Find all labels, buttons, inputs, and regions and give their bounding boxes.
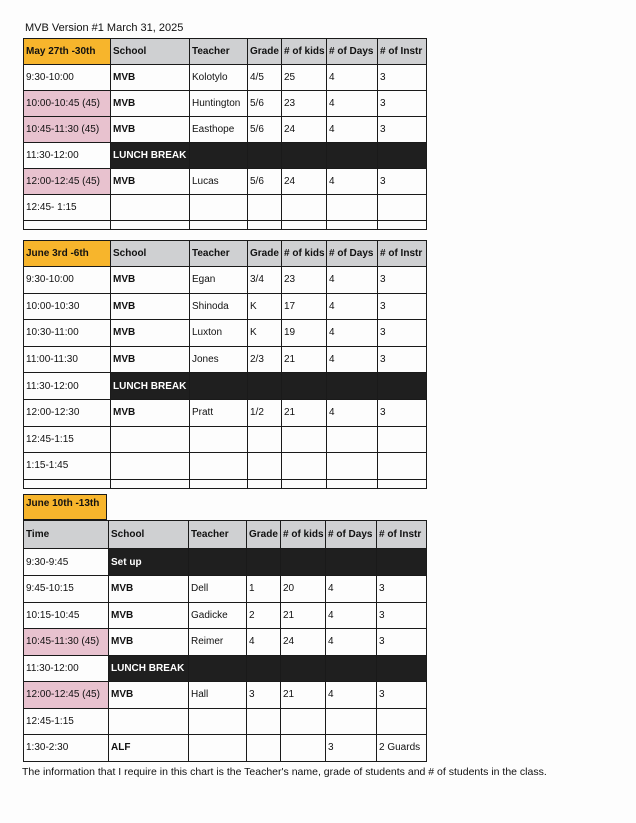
school-cell: MVB (109, 576, 189, 603)
grade-cell: K (248, 293, 282, 320)
column-header-grade: Grade (248, 241, 282, 267)
time-cell: 11:30-12:00 (24, 655, 109, 682)
kids-cell: 17 (282, 293, 327, 320)
lunch-break-row (24, 373, 427, 400)
time-cell: 11:00-11:30 (24, 346, 111, 373)
school-cell: MVB (111, 65, 190, 91)
instructors-cell: 3 (378, 91, 427, 117)
time-cell: 10:45-11:30 (45) (24, 629, 109, 656)
lunch-break-label: LUNCH BREAK (111, 373, 190, 400)
column-header-school: School (109, 521, 189, 549)
column-header-time: Time (24, 521, 109, 549)
school-cell (111, 195, 190, 221)
kids-cell: 24 (282, 117, 327, 143)
time-cell: 12:45-1:15 (24, 426, 111, 453)
spacer-row (24, 221, 427, 230)
footnote: The information that I require in this chart is the Teacher's name, grade of students and # of students in the class. (22, 766, 547, 778)
column-header-kids: # of kids (281, 521, 326, 549)
blackout-cell (326, 655, 377, 682)
instructors-cell: 3 (378, 399, 427, 426)
blackout-cell (378, 143, 427, 169)
spacer-cell (248, 479, 282, 488)
instructors-cell: 3 (378, 169, 427, 195)
grade-cell (248, 195, 282, 221)
table-row (24, 117, 427, 143)
blackout-cell (281, 549, 326, 576)
kids-cell: 24 (282, 169, 327, 195)
column-header-days: # of Days (327, 241, 378, 267)
setup-row (24, 549, 427, 576)
school-cell: MVB (111, 320, 190, 347)
grade-cell: 2 (247, 602, 281, 629)
spacer-row (24, 479, 427, 488)
spacer-cell (111, 221, 190, 230)
days-cell (327, 453, 378, 480)
table-header (24, 241, 427, 267)
days-cell: 3 (326, 735, 377, 762)
instructors-cell: 3 (377, 576, 427, 603)
teacher-cell: Jones (190, 346, 248, 373)
table-row (24, 320, 427, 347)
kids-cell: 21 (282, 346, 327, 373)
school-cell: MVB (109, 682, 189, 709)
table-row (24, 195, 427, 221)
blackout-cell (190, 143, 248, 169)
grade-cell (248, 426, 282, 453)
spacer-cell (190, 221, 248, 230)
school-cell: MVB (111, 346, 190, 373)
teacher-cell (189, 708, 247, 735)
school-cell: MVB (111, 293, 190, 320)
table-row (24, 65, 427, 91)
blackout-cell (247, 655, 281, 682)
days-cell: 4 (327, 320, 378, 347)
time-cell: 9:30-10:00 (24, 65, 111, 91)
school-cell: MVB (109, 602, 189, 629)
spacer-cell (378, 221, 427, 230)
blackout-cell (282, 143, 327, 169)
school-cell (109, 708, 189, 735)
kids-cell: 21 (282, 399, 327, 426)
column-header-days: # of Days (326, 521, 377, 549)
instructors-cell: 3 (378, 267, 427, 294)
grade-cell: 3 (247, 682, 281, 709)
kids-cell: 23 (282, 267, 327, 294)
column-header-instructors: # of Instr (378, 39, 427, 65)
blackout-cell (377, 655, 427, 682)
time-cell: 10:00-10:45 (45) (24, 91, 111, 117)
setup-label: Set up (109, 549, 189, 576)
time-cell: 9:30-9:45 (24, 549, 109, 576)
instructors-cell: 3 (378, 293, 427, 320)
column-header-school: School (111, 39, 190, 65)
teacher-cell: Dell (189, 576, 247, 603)
blackout-cell (327, 143, 378, 169)
blackout-cell (327, 373, 378, 400)
instructors-cell: 3 (378, 117, 427, 143)
blackout-cell (248, 373, 282, 400)
column-header-teacher: Teacher (190, 241, 248, 267)
grade-cell: 5/6 (248, 169, 282, 195)
days-cell: 4 (326, 682, 377, 709)
time-cell: 12:45- 1:15 (24, 195, 111, 221)
teacher-cell (190, 426, 248, 453)
school-cell (111, 426, 190, 453)
days-cell: 4 (326, 576, 377, 603)
kids-cell: 21 (281, 682, 326, 709)
table-row (24, 576, 427, 603)
time-cell: 11:30-12:00 (24, 143, 111, 169)
kids-cell (281, 735, 326, 762)
spacer-cell (282, 479, 327, 488)
week-date-range: May 27th -30th (24, 39, 111, 65)
table-row (24, 629, 427, 656)
lunch-break-row (24, 143, 427, 169)
column-header-teacher: Teacher (189, 521, 247, 549)
grade-cell: 3/4 (248, 267, 282, 294)
instructors-cell (378, 195, 427, 221)
school-cell: MVB (111, 169, 190, 195)
days-cell: 4 (327, 293, 378, 320)
time-cell: 10:45-11:30 (45) (24, 117, 111, 143)
kids-cell: 20 (281, 576, 326, 603)
days-cell: 4 (326, 602, 377, 629)
column-header-kids: # of kids (282, 241, 327, 267)
kids-cell (282, 426, 327, 453)
column-header-grade: Grade (247, 521, 281, 549)
week-date-range: June 10th -13th (23, 494, 107, 520)
spacer-cell (248, 221, 282, 230)
table-row (24, 293, 427, 320)
time-cell: 1:30-2:30 (24, 735, 109, 762)
grade-cell: 4/5 (248, 65, 282, 91)
table-row (24, 346, 427, 373)
lunch-break-label: LUNCH BREAK (111, 143, 190, 169)
school-cell: MVB (111, 91, 190, 117)
table-row (24, 453, 427, 480)
spacer-cell (327, 479, 378, 488)
days-cell: 4 (327, 91, 378, 117)
spacer-cell (24, 221, 111, 230)
teacher-cell: Egan (190, 267, 248, 294)
grade-cell: K (248, 320, 282, 347)
blackout-cell (189, 655, 247, 682)
time-cell: 12:45-1:15 (24, 708, 109, 735)
grade-cell: 1/2 (248, 399, 282, 426)
teacher-cell: Lucas (190, 169, 248, 195)
instructors-cell: 3 (377, 629, 427, 656)
blackout-cell (326, 549, 377, 576)
teacher-cell: Easthope (190, 117, 248, 143)
teacher-cell: Huntington (190, 91, 248, 117)
table-row (24, 169, 427, 195)
column-header-instructors: # of Instr (377, 521, 427, 549)
grade-cell: 5/6 (248, 117, 282, 143)
blackout-cell (281, 655, 326, 682)
grade-cell: 1 (247, 576, 281, 603)
kids-cell: 21 (281, 602, 326, 629)
grade-cell (247, 735, 281, 762)
instructors-cell: 3 (378, 65, 427, 91)
time-cell: 12:00-12:45 (45) (24, 169, 111, 195)
spacer-cell (190, 479, 248, 488)
blackout-cell (189, 549, 247, 576)
time-cell: 12:00-12:30 (24, 399, 111, 426)
kids-cell (281, 708, 326, 735)
days-cell: 4 (326, 629, 377, 656)
schedule-table-week-3 (23, 520, 427, 762)
teacher-cell: Luxton (190, 320, 248, 347)
days-cell: 4 (327, 267, 378, 294)
column-header-instructors: # of Instr (378, 241, 427, 267)
table-row (24, 735, 427, 762)
days-cell: 4 (327, 65, 378, 91)
column-header-days: # of Days (327, 39, 378, 65)
table-row (24, 91, 427, 117)
blackout-cell (248, 143, 282, 169)
table-row (24, 267, 427, 294)
time-cell: 12:00-12:45 (45) (24, 682, 109, 709)
table-row (24, 426, 427, 453)
column-header-grade: Grade (248, 39, 282, 65)
teacher-cell: Hall (189, 682, 247, 709)
school-cell (111, 453, 190, 480)
days-cell: 4 (327, 117, 378, 143)
days-cell (327, 195, 378, 221)
days-cell: 4 (327, 346, 378, 373)
school-cell: MVB (111, 399, 190, 426)
spacer-cell (378, 479, 427, 488)
time-cell: 9:45-10:15 (24, 576, 109, 603)
spacer-cell (327, 221, 378, 230)
teacher-cell (189, 735, 247, 762)
kids-cell: 19 (282, 320, 327, 347)
school-cell: MVB (111, 267, 190, 294)
time-cell: 10:30-11:00 (24, 320, 111, 347)
time-cell: 1:15-1:45 (24, 453, 111, 480)
instructors-cell: 3 (378, 320, 427, 347)
lunch-break-row (24, 655, 427, 682)
table-header (24, 39, 427, 65)
time-cell: 10:15-10:45 (24, 602, 109, 629)
teacher-cell: Kolotylo (190, 65, 248, 91)
days-cell: 4 (327, 399, 378, 426)
teacher-cell: Shinoda (190, 293, 248, 320)
lunch-break-label: LUNCH BREAK (109, 655, 189, 682)
spacer-cell (24, 479, 111, 488)
time-cell: 11:30-12:00 (24, 373, 111, 400)
kids-cell (282, 195, 327, 221)
instructors-cell (378, 426, 427, 453)
spacer-cell (111, 479, 190, 488)
teacher-cell (190, 195, 248, 221)
table-row (24, 682, 427, 709)
instructors-cell: 3 (377, 682, 427, 709)
kids-cell: 23 (282, 91, 327, 117)
schedule-table-week-1 (23, 38, 427, 230)
time-cell: 9:30-10:00 (24, 267, 111, 294)
instructors-cell: 3 (377, 602, 427, 629)
teacher-cell: Gadicke (189, 602, 247, 629)
grade-cell (248, 453, 282, 480)
column-header-kids: # of kids (282, 39, 327, 65)
table-header (24, 521, 427, 549)
school-cell: MVB (111, 117, 190, 143)
grade-cell: 4 (247, 629, 281, 656)
days-cell: 4 (327, 169, 378, 195)
blackout-cell (378, 373, 427, 400)
document-title: MVB Version #1 March 31, 2025 (25, 22, 184, 34)
table-row (24, 602, 427, 629)
table-row (24, 399, 427, 426)
schedule-table-week-2 (23, 240, 427, 489)
instructors-cell (378, 453, 427, 480)
instructors-cell: 2 Guards (377, 735, 427, 762)
grade-cell: 5/6 (248, 91, 282, 117)
column-header-teacher: Teacher (190, 39, 248, 65)
grade-cell: 2/3 (248, 346, 282, 373)
days-cell (326, 708, 377, 735)
teacher-cell: Pratt (190, 399, 248, 426)
blackout-cell (247, 549, 281, 576)
column-header-school: School (111, 241, 190, 267)
days-cell (327, 426, 378, 453)
spacer-cell (282, 221, 327, 230)
blackout-cell (282, 373, 327, 400)
school-cell: ALF (109, 735, 189, 762)
instructors-cell: 3 (378, 346, 427, 373)
kids-cell: 24 (281, 629, 326, 656)
blackout-cell (190, 373, 248, 400)
kids-cell: 25 (282, 65, 327, 91)
table-row (24, 708, 427, 735)
instructors-cell (377, 708, 427, 735)
teacher-cell: Reimer (189, 629, 247, 656)
school-cell: MVB (109, 629, 189, 656)
blackout-cell (377, 549, 427, 576)
kids-cell (282, 453, 327, 480)
week-date-range: June 3rd -6th (24, 241, 111, 267)
time-cell: 10:00-10:30 (24, 293, 111, 320)
grade-cell (247, 708, 281, 735)
teacher-cell (190, 453, 248, 480)
